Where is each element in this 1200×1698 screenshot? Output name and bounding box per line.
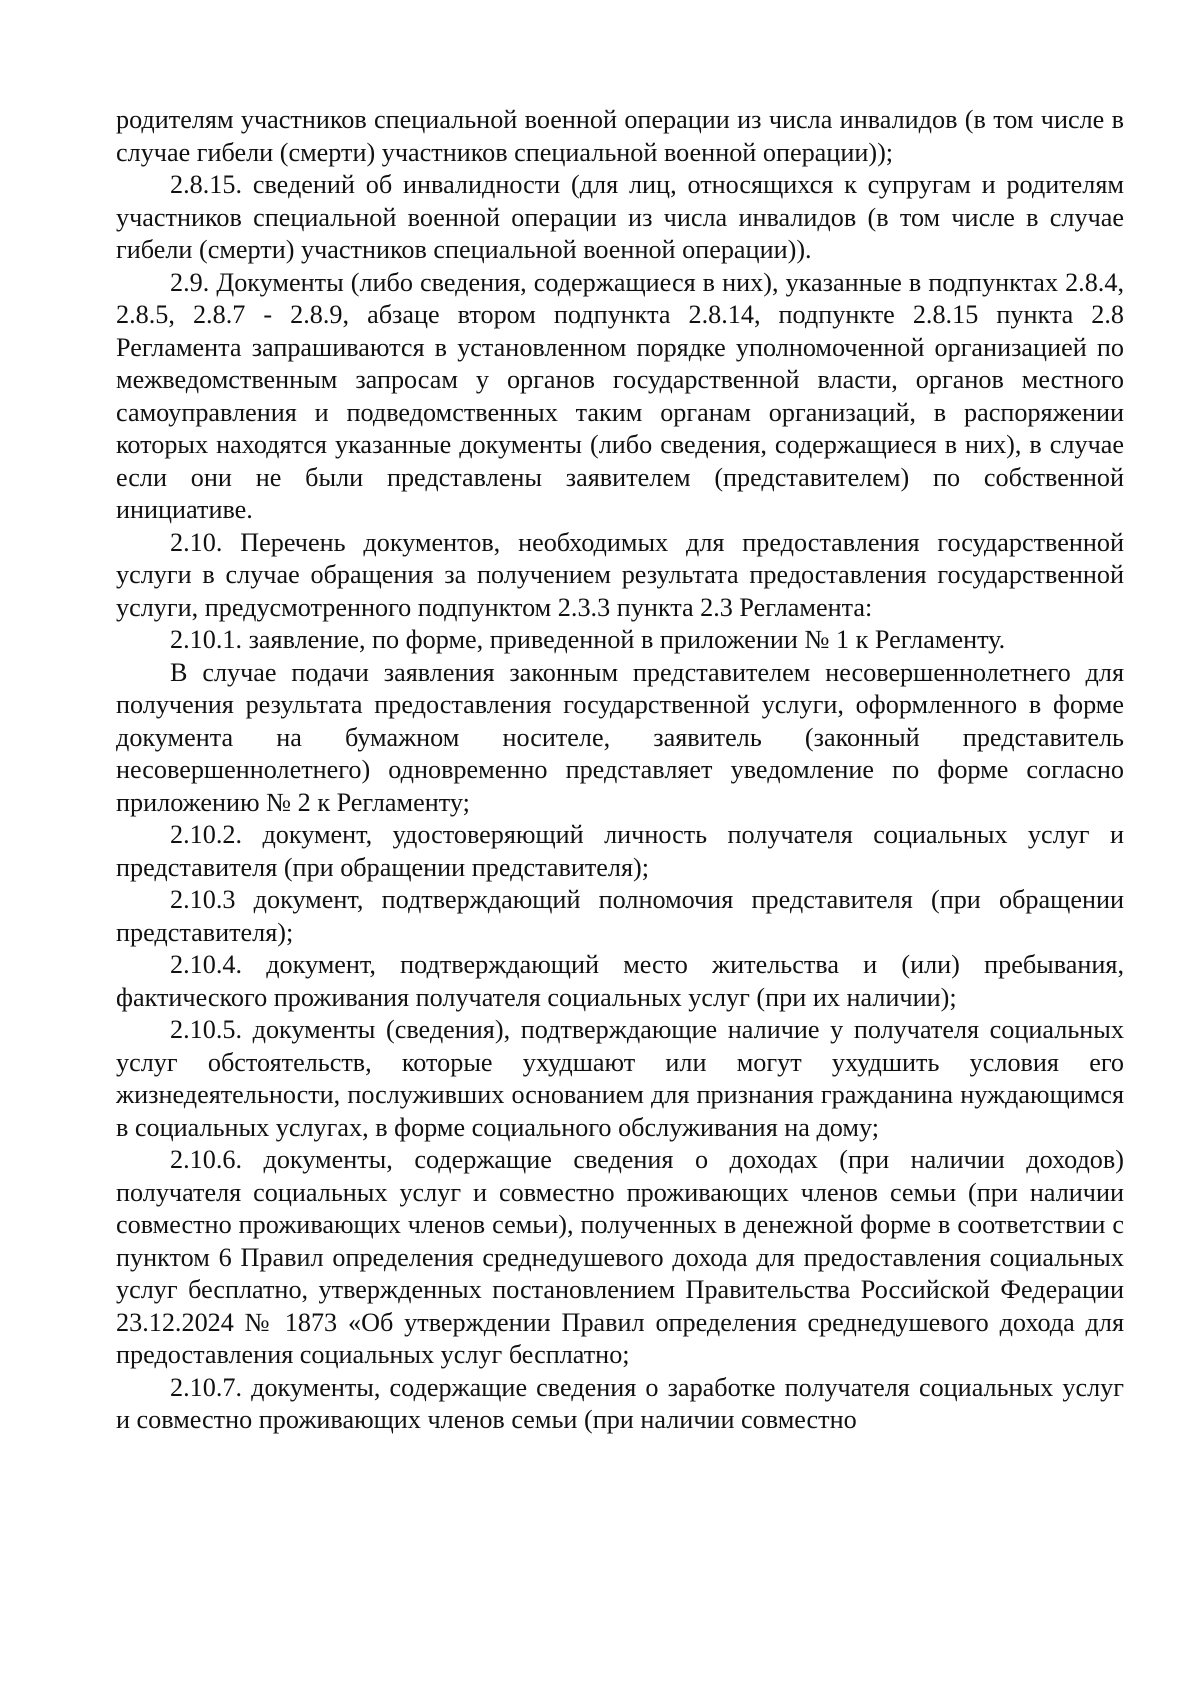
paragraph-2-10-2: 2.10.2. документ, удостоверяющий личность получателя социальных услуг и представителя (при обращении представителя); bbox=[116, 820, 1124, 882]
paragraph-2-9: 2.9. Документы (либо сведения, содержащиеся в них), указанные в подпунктах 2.8.4, 2.8.5, 2.8.7 - 2.8.9, абзаце втором подпункта 2.8.14, подпункте 2.8.15 пункта 2.8 Регламента запрашиваются в установленном порядке уполномоченной организацией по межведомственным запросам у органов государственной власти, органов местного самоуправления и подведомственных таким органам организаций, в распоряжении которых находятся указанные документы (либо сведения, содержащиеся в них), в случае если они не были представлены заявителем (представителем) по собственной инициативе. bbox=[116, 267, 1124, 524]
paragraph-continuation: родителям участников специальной военной операции из числа инвалидов (в том числе в случае гибели (смерти) участников специальной военной операции)); bbox=[116, 105, 1124, 167]
paragraph-2-10-1: 2.10.1. заявление, по форме, приведенной в приложении № 1 к Регламенту. bbox=[170, 625, 1006, 654]
document-body bbox=[116, 104, 1124, 1437]
paragraph-2-10-6: 2.10.6. документы, содержащие сведения о доходах (при наличии доходов) получателя социальных услуг и совместно проживающих членов семьи (при наличии совместно проживающих членов семьи), полученных в денежной форме в соответствии с пунктом 6 Правил определения среднедушевого дохода для предоставления социальных услуг бесплатно, утвержденных постановлением Правительства Российской Федерации 23.12.2024 № 1873 «Об утверждении Правил определения среднедушевого дохода для предоставления социальных услуг бесплатно; bbox=[116, 1145, 1124, 1369]
paragraph-2-10-5: 2.10.5. документы (сведения), подтверждающие наличие у получателя социальных услуг обстоятельств, которые ухудшают или могут ухудшить условия его жизнедеятельности, послуживших основанием для признания гражданина нуждающимся в социальных услугах, в форме социального обслуживания на дому; bbox=[116, 1015, 1124, 1142]
paragraph-minor-representative: В случае подачи заявления законным представителем несовершеннолетнего для получения результата предоставления государственной услуги, оформленного в форме документа на бумажном носителе, заявитель (законный представитель несовершеннолетнего) одновременно представляет уведомление по форме согласно приложению № 2 к Регламенту; bbox=[116, 657, 1124, 817]
paragraph-2-10-3: 2.10.3 документ, подтверждающий полномочия представителя (при обращении представителя); bbox=[116, 885, 1124, 947]
paragraph-2-10: 2.10. Перечень документов, необходимых для предоставления государственной услуги в случае обращения за получением результата предоставления государственной услуги, предусмотренного подпунктом 2.3.3 пункта 2.3 Регламента: bbox=[116, 527, 1124, 622]
paragraph-2-10-7: 2.10.7. документы, содержащие сведения о заработке получателя социальных услуг и совместно проживающих членов семьи (при наличии совместно bbox=[116, 1372, 1124, 1434]
paragraph-2-8-15: 2.8.15. сведений об инвалидности (для лиц, относящихся к супругам и родителям участников специальной военной операции из числа инвалидов (в том числе в случае гибели (смерти) участников специальной военной операции)). bbox=[116, 170, 1124, 264]
paragraph-2-10-4: 2.10.4. документ, подтверждающий место жительства и (или) пребывания, фактического проживания получателя социальных услуг (при их наличии); bbox=[116, 950, 1124, 1012]
